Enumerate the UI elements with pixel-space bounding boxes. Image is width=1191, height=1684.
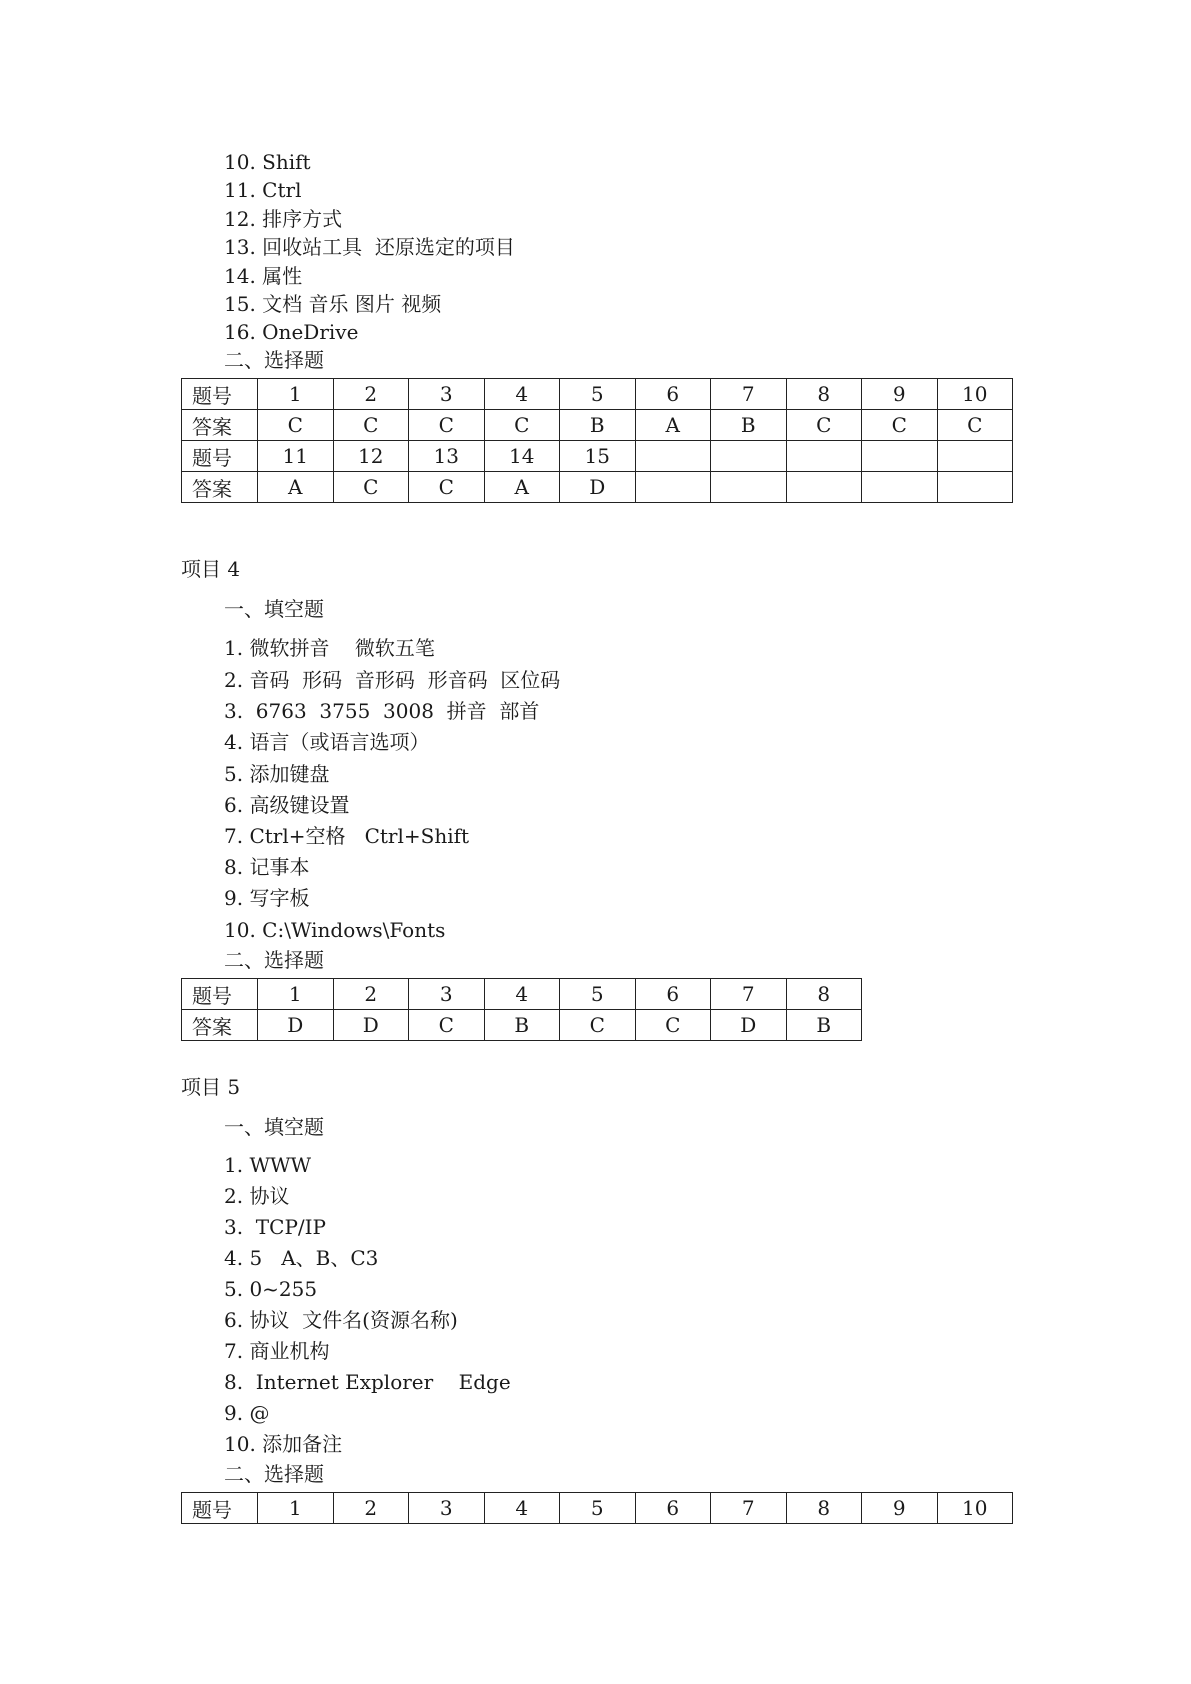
answer-line: 5. 添加键盘 bbox=[224, 762, 330, 786]
table-cell: C bbox=[258, 410, 334, 441]
table-cell: B bbox=[560, 410, 636, 441]
table-cell: A bbox=[484, 472, 560, 503]
answer-line: 10. Shift bbox=[224, 150, 311, 174]
table-row bbox=[182, 1493, 1013, 1524]
table-cell: D bbox=[258, 1010, 334, 1041]
section-heading: 一、填空题 bbox=[224, 1115, 324, 1139]
table-cell: B bbox=[711, 410, 787, 441]
table-cell: 15 bbox=[560, 441, 636, 472]
section-heading: 二、选择题 bbox=[224, 1462, 324, 1486]
table-cell: 6 bbox=[635, 379, 711, 410]
table-cell bbox=[937, 472, 1013, 503]
row-label: 题号 bbox=[182, 441, 258, 472]
table-row bbox=[182, 410, 1013, 441]
table-cell: 14 bbox=[484, 441, 560, 472]
table-cell: 13 bbox=[409, 441, 485, 472]
table-cell: 6 bbox=[635, 1493, 711, 1524]
table-cell: 8 bbox=[786, 379, 862, 410]
table-cell bbox=[937, 441, 1013, 472]
table-cell bbox=[711, 472, 787, 503]
row-label: 题号 bbox=[182, 1493, 258, 1524]
table-cell: 5 bbox=[560, 379, 636, 410]
answer-line: 12. 排序方式 bbox=[224, 207, 343, 231]
table-cell: C bbox=[409, 1010, 485, 1041]
table-cell: 2 bbox=[333, 979, 409, 1010]
table-cell bbox=[786, 441, 862, 472]
table-cell: 4 bbox=[484, 1493, 560, 1524]
project-title: 项目 4 bbox=[181, 557, 241, 581]
answer-line: 1. WWW bbox=[224, 1153, 312, 1177]
table-cell: 12 bbox=[333, 441, 409, 472]
table-cell: B bbox=[484, 1010, 560, 1041]
table-cell: 4 bbox=[484, 979, 560, 1010]
answer-table bbox=[181, 378, 1013, 503]
section-heading: 一、填空题 bbox=[224, 597, 324, 621]
table-cell: C bbox=[937, 410, 1013, 441]
section-heading: 二、选择题 bbox=[224, 348, 324, 372]
row-label: 答案 bbox=[182, 1010, 258, 1041]
row-label: 答案 bbox=[182, 410, 258, 441]
answer-line: 11. Ctrl bbox=[224, 178, 302, 202]
table-cell: C bbox=[484, 410, 560, 441]
table-cell: C bbox=[635, 1010, 711, 1041]
table-cell: A bbox=[258, 472, 334, 503]
row-label: 题号 bbox=[182, 379, 258, 410]
table-cell: 8 bbox=[786, 1493, 862, 1524]
table-cell: 9 bbox=[862, 379, 938, 410]
table-row bbox=[182, 441, 1013, 472]
table-row bbox=[182, 379, 1013, 410]
table-cell: 4 bbox=[484, 379, 560, 410]
table-cell: 8 bbox=[786, 979, 862, 1010]
table-cell bbox=[786, 472, 862, 503]
table-cell: D bbox=[333, 1010, 409, 1041]
table-cell: 10 bbox=[937, 1493, 1013, 1524]
answer-line: 16. OneDrive bbox=[224, 320, 359, 344]
table-cell: 1 bbox=[258, 979, 334, 1010]
answer-line: 2. 音码 形码 音形码 形音码 区位码 bbox=[224, 668, 561, 692]
answer-line: 7. 商业机构 bbox=[224, 1339, 330, 1363]
table-cell: 2 bbox=[333, 379, 409, 410]
table-cell: 7 bbox=[711, 1493, 787, 1524]
table-cell: 9 bbox=[862, 1493, 938, 1524]
answer-table bbox=[181, 978, 862, 1041]
answer-line: 8. 记事本 bbox=[224, 855, 310, 879]
table-cell: 7 bbox=[711, 379, 787, 410]
table-cell bbox=[635, 441, 711, 472]
answer-line: 15. 文档 音乐 图片 视频 bbox=[224, 292, 442, 316]
table-cell: 11 bbox=[258, 441, 334, 472]
table-cell: D bbox=[560, 472, 636, 503]
table-cell bbox=[862, 441, 938, 472]
answer-line: 9. 写字板 bbox=[224, 886, 310, 910]
answer-line: 10. C:\Windows\Fonts bbox=[224, 918, 446, 942]
answer-line: 4. 5 A、B、C3 bbox=[224, 1246, 379, 1270]
table-cell bbox=[711, 441, 787, 472]
answer-line: 13. 回收站工具 还原选定的项目 bbox=[224, 235, 515, 259]
answer-line: 14. 属性 bbox=[224, 264, 303, 288]
answer-line: 3. 6763 3755 3008 拼音 部首 bbox=[224, 699, 540, 723]
answer-line: 1. 微软拼音 微软五笔 bbox=[224, 636, 435, 660]
project-title: 项目 5 bbox=[181, 1075, 241, 1099]
answer-line: 8. Internet Explorer Edge bbox=[224, 1370, 511, 1394]
table-cell: B bbox=[786, 1010, 862, 1041]
table-cell: C bbox=[333, 410, 409, 441]
table-cell: C bbox=[560, 1010, 636, 1041]
table-cell bbox=[635, 472, 711, 503]
section-heading: 二、选择题 bbox=[224, 948, 324, 972]
table-row bbox=[182, 472, 1013, 503]
table-cell: 3 bbox=[409, 379, 485, 410]
table-cell: 1 bbox=[258, 379, 334, 410]
table-cell: 1 bbox=[258, 1493, 334, 1524]
table-cell: 2 bbox=[333, 1493, 409, 1524]
table-cell: 6 bbox=[635, 979, 711, 1010]
table-cell: A bbox=[635, 410, 711, 441]
table-cell: 3 bbox=[409, 1493, 485, 1524]
table-cell: C bbox=[409, 410, 485, 441]
answer-line: 7. Ctrl+空格 Ctrl+Shift bbox=[224, 824, 470, 848]
answer-line: 4. 语言（或语言选项） bbox=[224, 730, 430, 754]
table-row bbox=[182, 979, 862, 1010]
table-cell: C bbox=[409, 472, 485, 503]
table-cell: C bbox=[862, 410, 938, 441]
table-cell bbox=[862, 472, 938, 503]
answer-line: 6. 高级键设置 bbox=[224, 793, 350, 817]
answer-line: 6. 协议 文件名(资源名称) bbox=[224, 1308, 458, 1332]
table-cell: 5 bbox=[560, 1493, 636, 1524]
table-cell: D bbox=[711, 1010, 787, 1041]
row-label: 题号 bbox=[182, 979, 258, 1010]
table-cell: 3 bbox=[409, 979, 485, 1010]
table-cell: C bbox=[333, 472, 409, 503]
row-label: 答案 bbox=[182, 472, 258, 503]
answer-line: 5. 0~255 bbox=[224, 1277, 318, 1301]
table-cell: 10 bbox=[937, 379, 1013, 410]
table-cell: 5 bbox=[560, 979, 636, 1010]
table-cell: 7 bbox=[711, 979, 787, 1010]
answer-line: 9. @ bbox=[224, 1401, 270, 1425]
answer-line: 2. 协议 bbox=[224, 1184, 290, 1208]
table-row bbox=[182, 1010, 862, 1041]
answer-line: 10. 添加备注 bbox=[224, 1432, 343, 1456]
table-cell: C bbox=[786, 410, 862, 441]
answer-table bbox=[181, 1492, 1013, 1524]
answer-line: 3. TCP/IP bbox=[224, 1215, 326, 1239]
